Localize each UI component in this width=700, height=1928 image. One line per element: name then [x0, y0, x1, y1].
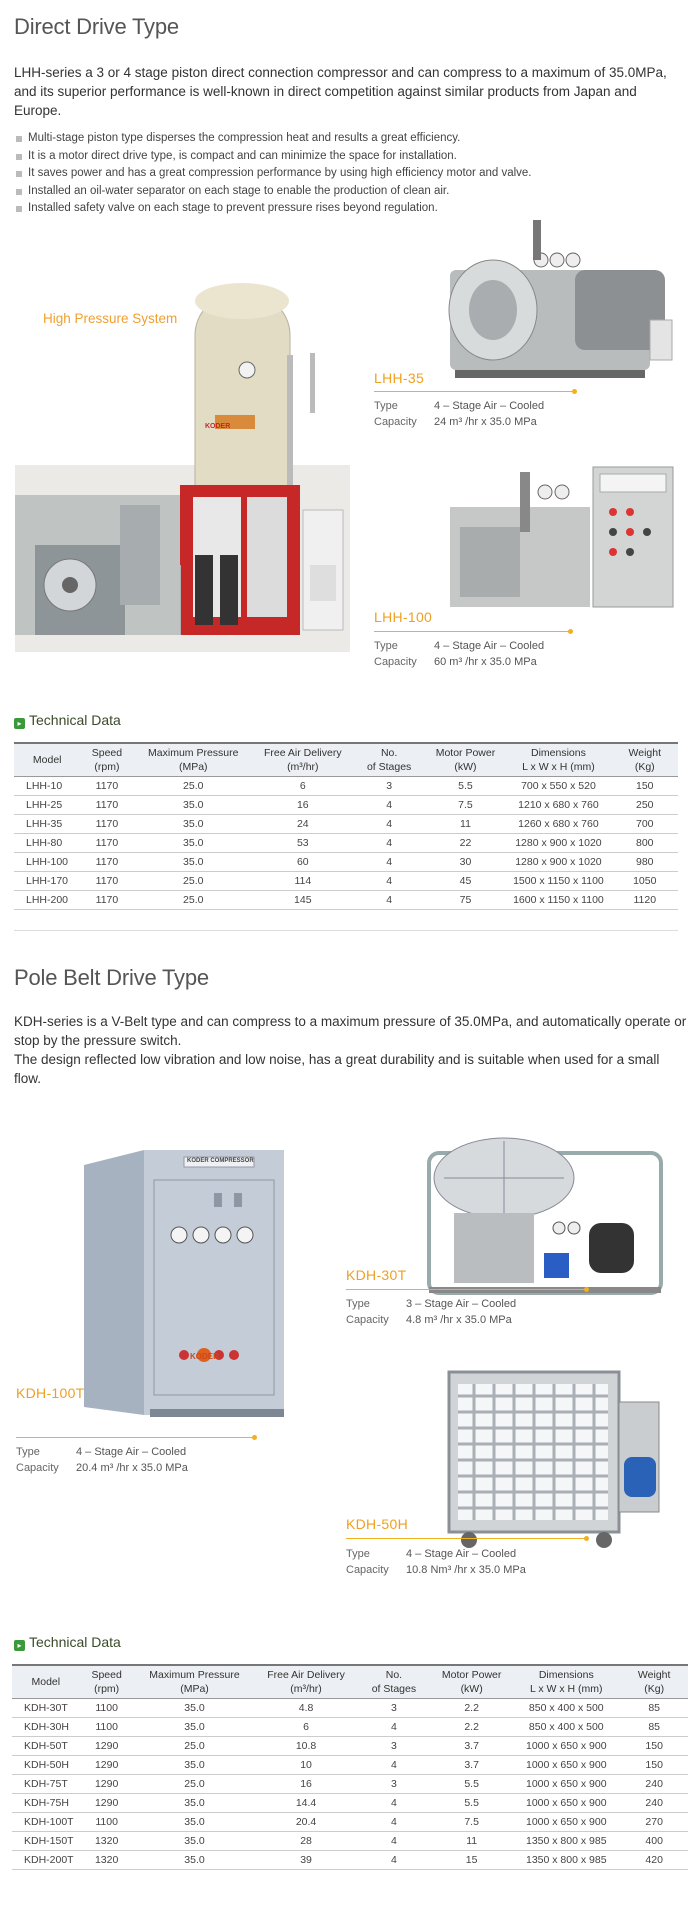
table-row	[14, 815, 678, 834]
model-name: LHH-100	[374, 609, 433, 625]
table-cell: 7.5	[426, 796, 506, 815]
model-spec	[16, 1444, 188, 1476]
table-row	[12, 1794, 688, 1813]
table-cell: 45	[426, 872, 506, 891]
column-header	[12, 1665, 80, 1699]
capacity-label: Capacity	[16, 1462, 59, 1474]
table-cell: 150	[620, 1737, 688, 1756]
column-header	[14, 743, 80, 777]
model-underline	[346, 1289, 586, 1290]
direct-drive-features	[14, 130, 684, 218]
type-value: 3 – Stage Air – Cooled	[406, 1298, 517, 1310]
table-cell: 5.5	[431, 1794, 512, 1813]
table-cell: 270	[620, 1813, 688, 1832]
table-cell: 5.5	[426, 777, 506, 796]
table-cell: 35.0	[134, 815, 254, 834]
column-header	[80, 743, 133, 777]
table-cell: 150	[612, 777, 678, 796]
table-cell: 1350 x 800 x 985	[512, 1851, 620, 1870]
pole-belt-title: Pole Belt Drive Type	[14, 965, 209, 990]
column-header-label: Weight	[637, 1669, 671, 1681]
capacity-value: 10.8 Nm³ /hr x 35.0 MPa	[406, 1564, 526, 1576]
model-underline	[16, 1437, 254, 1438]
column-header-unit: L x W x H (mm)	[530, 1683, 603, 1695]
table-cell: 35.0	[134, 1851, 256, 1870]
type-label: Type	[374, 400, 398, 412]
table-cell: 4	[353, 891, 426, 910]
table-cell: 35.0	[134, 796, 254, 815]
table-cell: 1170	[80, 834, 133, 853]
table-cell: 85	[620, 1699, 688, 1718]
capacity-label: Capacity	[374, 416, 417, 428]
table-row	[14, 872, 678, 891]
table-cell: 3	[353, 777, 426, 796]
table-cell: 700	[612, 815, 678, 834]
model-spec	[374, 398, 544, 430]
table-cell: 14.4	[255, 1794, 356, 1813]
column-header	[620, 1665, 688, 1699]
table-cell: KDH-30T	[12, 1699, 80, 1718]
table-cell: 1290	[80, 1756, 134, 1775]
table-cell: KDH-100T	[12, 1813, 80, 1832]
direct-drive-lead: LHH-series a 3 or 4 stage piston direct connection compressor and can compress to a maximum of 35.0MPa, and its superior performance is well-known in direct competition against similar products from Japan and Europe.	[14, 65, 667, 118]
direct-drive-title: Direct Drive Type	[14, 14, 179, 39]
column-header-unit: (kW)	[454, 761, 477, 773]
table-cell: 11	[426, 815, 506, 834]
column-header-label: Speed	[91, 747, 123, 759]
table-cell: 4	[353, 834, 426, 853]
table-cell: 6	[255, 1718, 356, 1737]
table-cell: 114	[253, 872, 353, 891]
table-cell: 400	[620, 1832, 688, 1851]
technical-data-heading	[14, 712, 121, 729]
table-row	[14, 891, 678, 910]
table-cell: 1210 x 680 x 760	[505, 796, 611, 815]
table-cell: 4	[353, 815, 426, 834]
table-cell: 240	[620, 1794, 688, 1813]
table-cell: 25.0	[134, 891, 254, 910]
column-header-label: Model	[31, 1676, 61, 1688]
table-cell: 24	[253, 815, 353, 834]
table-cell: 25.0	[134, 1737, 256, 1756]
column-header-unit: (m³/hr)	[287, 761, 319, 773]
table-row	[12, 1718, 688, 1737]
column-header-unit: (Kg)	[644, 1683, 665, 1695]
section-divider	[14, 930, 678, 931]
capacity-label: Capacity	[346, 1564, 389, 1576]
table-cell: 7.5	[431, 1813, 512, 1832]
table-cell: 1280 x 900 x 1020	[505, 853, 611, 872]
type-value: 4 – Stage Air – Cooled	[434, 400, 545, 412]
table-cell: LHH-25	[14, 796, 80, 815]
table-cell: 60	[253, 853, 353, 872]
capacity-value: 4.8 m³ /hr x 35.0 MPa	[406, 1314, 512, 1326]
table-cell: 1000 x 650 x 900	[512, 1775, 620, 1794]
model-underline	[346, 1538, 586, 1539]
column-header-label: Free Air Delivery	[267, 1669, 345, 1681]
column-header-label: Weight	[628, 747, 662, 759]
table-cell: 4	[353, 872, 426, 891]
koder-logo: KODER	[190, 1352, 219, 1361]
feature-item: Installed safety valve on each stage to prevent pressure rises beyond regulation.	[14, 200, 684, 218]
table-cell: 28	[255, 1832, 356, 1851]
lhh-technical-table	[14, 742, 678, 910]
table-row	[12, 1813, 688, 1832]
column-header-label: Speed	[91, 1669, 122, 1681]
feature-item: It saves power and has a great compression performance by using high efficiency motor and valve.	[14, 165, 684, 183]
table-cell: 20.4	[255, 1813, 356, 1832]
table-cell: 4	[357, 1794, 431, 1813]
table-row	[14, 777, 678, 796]
lead-paragraph: KDH-series is a V-Belt type and can compress to a maximum pressure of 35.0MPa, and automatically operate or stop by the pressure switch.	[14, 1014, 687, 1048]
table-cell: 850 x 400 x 500	[512, 1699, 620, 1718]
table-cell: 35.0	[134, 1813, 256, 1832]
spec-table	[14, 742, 678, 910]
column-header-unit: (rpm)	[94, 761, 120, 773]
model-underline	[374, 391, 574, 392]
type-label: Type	[346, 1548, 370, 1560]
table-row	[14, 796, 678, 815]
table-cell: LHH-170	[14, 872, 80, 891]
capacity-value: 20.4 m³ /hr x 35.0 MPa	[76, 1462, 188, 1474]
column-header-label: Model	[32, 754, 62, 766]
model-name: KDH-50H	[346, 1516, 409, 1532]
table-row	[12, 1775, 688, 1794]
model-name: KDH-100T	[16, 1385, 85, 1401]
table-cell: 1000 x 650 x 900	[512, 1813, 620, 1832]
type-value: 4 – Stage Air – Cooled	[434, 640, 545, 652]
column-header-unit: (MPa)	[178, 761, 208, 773]
model-name: LHH-35	[374, 370, 425, 386]
table-cell: KDH-200T	[12, 1851, 80, 1870]
table-row	[14, 834, 678, 853]
table-cell: KDH-30H	[12, 1718, 80, 1737]
table-cell: 3	[357, 1775, 431, 1794]
table-cell: 850 x 400 x 500	[512, 1718, 620, 1737]
column-header-unit: of Stages	[366, 761, 412, 773]
table-cell: 4	[353, 796, 426, 815]
table-cell: 2.2	[431, 1718, 512, 1737]
table-cell: 1050	[612, 872, 678, 891]
table-cell: 3	[357, 1737, 431, 1756]
table-cell: 85	[620, 1718, 688, 1737]
table-cell: 145	[253, 891, 353, 910]
table-cell: LHH-10	[14, 777, 80, 796]
table-row	[12, 1832, 688, 1851]
table-cell: 10.8	[255, 1737, 356, 1756]
table-cell: 4	[357, 1756, 431, 1775]
table-cell: 1280 x 900 x 1020	[505, 834, 611, 853]
high-pressure-system-label: High Pressure System	[43, 311, 178, 326]
cabinet-nameplate: KODER COMPRESSOR	[187, 1158, 254, 1164]
column-header-label: Motor Power	[441, 1669, 502, 1681]
column-header	[253, 743, 353, 777]
column-header-label: Maximum Pressure	[148, 747, 239, 759]
type-value: 4 – Stage Air – Cooled	[406, 1548, 517, 1560]
feature-item: Installed an oil-water separator on each stage to enable the production of clean air.	[14, 183, 684, 201]
technical-data-title: Technical Data	[29, 1634, 121, 1650]
type-label: Type	[346, 1298, 370, 1310]
column-header	[353, 743, 426, 777]
table-cell: 1000 x 650 x 900	[512, 1794, 620, 1813]
table-row	[14, 853, 678, 872]
column-header-label: No.	[380, 747, 398, 759]
table-cell: 1320	[80, 1851, 134, 1870]
table-cell: 4	[353, 853, 426, 872]
table-cell: 15	[431, 1851, 512, 1870]
table-cell: 75	[426, 891, 506, 910]
table-cell: LHH-200	[14, 891, 80, 910]
table-cell: 35.0	[134, 834, 254, 853]
table-cell: 35.0	[134, 853, 254, 872]
model-spec	[374, 638, 544, 670]
column-header-label: Maximum Pressure	[149, 1669, 240, 1681]
table-cell: 39	[255, 1851, 356, 1870]
table-row	[12, 1737, 688, 1756]
table-cell: LHH-35	[14, 815, 80, 834]
table-cell: 16	[255, 1775, 356, 1794]
column-header-unit: (Kg)	[634, 761, 655, 773]
table-cell: 1350 x 800 x 985	[512, 1832, 620, 1851]
column-header-unit: of Stages	[371, 1683, 417, 1695]
table-cell: 1290	[80, 1775, 134, 1794]
table-cell: 1170	[80, 853, 133, 872]
table-cell: 1000 x 650 x 900	[512, 1756, 620, 1775]
table-cell: 4	[357, 1832, 431, 1851]
lhh-100-image	[450, 452, 677, 615]
table-cell: 11	[431, 1832, 512, 1851]
table-cell: 150	[620, 1756, 688, 1775]
table-cell: 5.5	[431, 1775, 512, 1794]
capacity-label: Capacity	[374, 656, 417, 668]
table-cell: 4.8	[255, 1699, 356, 1718]
table-cell: 35.0	[134, 1832, 256, 1851]
spec-table	[12, 1664, 688, 1870]
table-cell: 1290	[80, 1794, 134, 1813]
table-cell: 6	[253, 777, 353, 796]
table-cell: 30	[426, 853, 506, 872]
type-label: Type	[374, 640, 398, 652]
table-cell: 4	[357, 1718, 431, 1737]
column-header	[80, 1665, 134, 1699]
lhh-35-image	[445, 210, 677, 400]
column-header	[134, 743, 254, 777]
technical-data-title: Technical Data	[29, 712, 121, 728]
column-header-unit: (rpm)	[94, 1683, 120, 1695]
table-cell: 980	[612, 853, 678, 872]
table-cell: 35.0	[134, 1756, 256, 1775]
table-row	[12, 1851, 688, 1870]
column-header	[612, 743, 678, 777]
arrow-icon: ▸	[14, 1640, 25, 1651]
table-cell: KDH-75H	[12, 1794, 80, 1813]
kdh-100t-image	[84, 1145, 284, 1423]
model-spec	[346, 1546, 526, 1578]
table-cell: 1000 x 650 x 900	[512, 1737, 620, 1756]
table-cell: 10	[255, 1756, 356, 1775]
table-cell: 2.2	[431, 1699, 512, 1718]
capacity-value: 60 m³ /hr x 35.0 MPa	[434, 656, 537, 668]
column-header-label: No.	[385, 1669, 403, 1681]
table-cell: KDH-150T	[12, 1832, 80, 1851]
table-cell: 1120	[612, 891, 678, 910]
column-header-label: Dimensions	[538, 1669, 594, 1681]
table-cell: 1500 x 1150 x 1100	[505, 872, 611, 891]
table-cell: 1170	[80, 891, 133, 910]
table-cell: 25.0	[134, 1775, 256, 1794]
feature-item: It is a motor direct drive type, is compact and can minimize the space for installation.	[14, 148, 684, 166]
lead-paragraph: The design reflected low vibration and low noise, has a great durability and is suitable when used for a small flow.	[14, 1052, 660, 1086]
column-header-label: Dimensions	[531, 747, 586, 759]
table-cell: 1290	[80, 1737, 134, 1756]
pole-belt-lead	[14, 1012, 689, 1088]
technical-data-heading	[14, 1634, 121, 1651]
arrow-icon: ▸	[14, 718, 25, 729]
type-label: Type	[16, 1446, 40, 1458]
column-header	[357, 1665, 431, 1699]
column-header	[134, 1665, 256, 1699]
table-cell: 4	[357, 1851, 431, 1870]
table-cell: 1100	[80, 1699, 134, 1718]
column-header	[505, 743, 611, 777]
table-cell: 22	[426, 834, 506, 853]
table-cell: KDH-50T	[12, 1737, 80, 1756]
column-header	[431, 1665, 512, 1699]
column-header	[426, 743, 506, 777]
kdh-50h-image	[444, 1362, 666, 1552]
column-header	[255, 1665, 356, 1699]
table-cell: 3.7	[431, 1756, 512, 1775]
table-cell: 3	[357, 1699, 431, 1718]
column-header-unit: (m³/hr)	[290, 1683, 322, 1695]
koder-logo: KODER	[205, 423, 231, 430]
table-cell: LHH-80	[14, 834, 80, 853]
model-underline	[374, 631, 570, 632]
column-header-unit: L x W x H (mm)	[522, 761, 595, 773]
capacity-value: 24 m³ /hr x 35.0 MPa	[434, 416, 537, 428]
table-cell: 25.0	[134, 872, 254, 891]
model-spec	[346, 1296, 516, 1328]
table-cell: 25.0	[134, 777, 254, 796]
column-header-unit: (kW)	[460, 1683, 483, 1695]
table-cell: 3.7	[431, 1737, 512, 1756]
table-row	[12, 1756, 688, 1775]
kdh-technical-table	[12, 1664, 688, 1870]
table-cell: KDH-50H	[12, 1756, 80, 1775]
type-value: 4 – Stage Air – Cooled	[76, 1446, 187, 1458]
table-cell: 4	[357, 1813, 431, 1832]
table-cell: KDH-75T	[12, 1775, 80, 1794]
column-header-unit: (MPa)	[180, 1683, 209, 1695]
column-header-label: Motor Power	[435, 747, 496, 759]
table-row	[12, 1699, 688, 1718]
table-cell: 35.0	[134, 1699, 256, 1718]
table-cell: 420	[620, 1851, 688, 1870]
table-cell: 1320	[80, 1832, 134, 1851]
table-cell: 1100	[80, 1718, 134, 1737]
table-cell: 1170	[80, 777, 133, 796]
table-cell: 800	[612, 834, 678, 853]
table-cell: 240	[620, 1775, 688, 1794]
table-cell: 1100	[80, 1813, 134, 1832]
model-name: KDH-30T	[346, 1267, 407, 1283]
table-cell: 700 x 550 x 520	[505, 777, 611, 796]
kdh-30t-image	[424, 1123, 666, 1299]
table-cell: 16	[253, 796, 353, 815]
column-header	[512, 1665, 620, 1699]
feature-item: Multi-stage piston type disperses the compression heat and results a great efficiency.	[14, 130, 684, 148]
table-cell: 1600 x 1150 x 1100	[505, 891, 611, 910]
table-cell: 35.0	[134, 1718, 256, 1737]
table-cell: 250	[612, 796, 678, 815]
table-cell: 1170	[80, 815, 133, 834]
table-cell: 35.0	[134, 1794, 256, 1813]
table-cell: 53	[253, 834, 353, 853]
column-header-label: Free Air Delivery	[264, 747, 342, 759]
table-cell: LHH-100	[14, 853, 80, 872]
table-cell: 1170	[80, 796, 133, 815]
table-cell: 1170	[80, 872, 133, 891]
table-cell: 1260 x 680 x 760	[505, 815, 611, 834]
capacity-label: Capacity	[346, 1314, 389, 1326]
